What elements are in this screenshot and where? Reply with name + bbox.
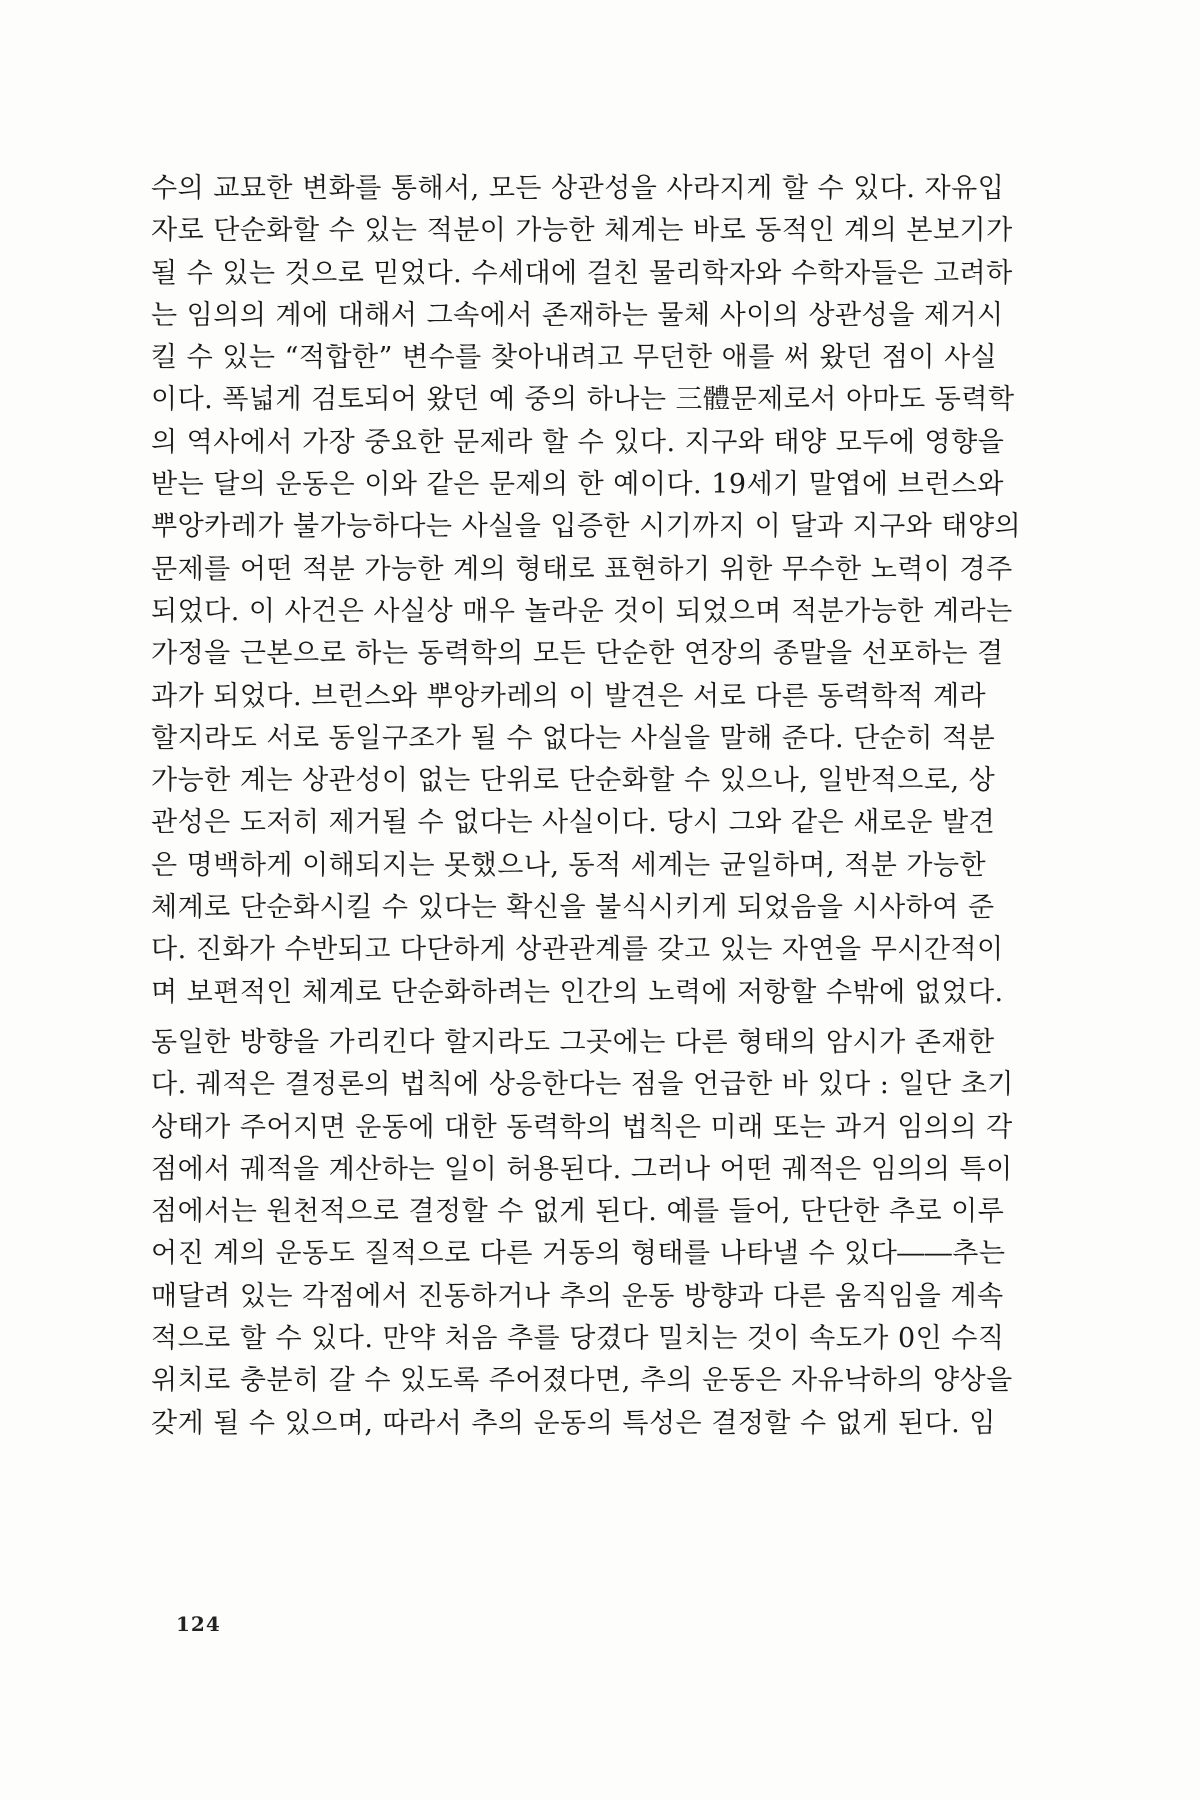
text-line: 될 수 있는 것으로 믿었다. 수세대에 걸친 물리학자와 수학자들은 고려하: [151, 257, 1013, 289]
text-line: 적으로 할 수 있다. 만약 처음 추를 당겼다 밀치는 것이 속도가 0인 수직: [151, 1323, 1005, 1355]
text-line: 수의 교묘한 변화를 통해서, 모든 상관성을 사라지게 할 수 있다. 자유입: [151, 173, 1005, 204]
text-line: 되었다. 이 사건은 사실상 매우 놀라운 것이 되었으며 적분가능한 계라는: [151, 595, 1013, 627]
paragraph-gap: [151, 1014, 1061, 1022]
text-line: 위치로 충분히 갈 수 있도록 주어졌다면, 추의 운동은 자유낙하의 양상을: [151, 1365, 1013, 1397]
text-line: 가능한 계는 상관성이 없는 단위로 단순화할 수 있으나, 일반적으로, 상: [151, 765, 996, 797]
text-line: 의 역사에서 가장 중요한 문제라 할 수 있다. 지구와 태양 모두에 영향을: [151, 426, 1005, 458]
text-line: 과가 되었다. 브런스와 뿌앙카레의 이 발견은 서로 다른 동력학적 계라: [151, 680, 987, 712]
paragraph-1: [151, 168, 1061, 1014]
text-line: 체계로 단순화시킬 수 있다는 확신을 불식시키게 되었음을 시사하여 준: [151, 892, 995, 924]
text-line: 상태가 주어지면 운동에 대한 동력학의 법칙은 미래 또는 과거 임의의 각: [151, 1111, 1013, 1143]
text-line: 킬 수 있는 “적합한” 변수를 찾아내려고 무던한 애를 써 왔던 점이 사실: [151, 342, 998, 374]
text-line: 은 명백하게 이해되지는 못했으나, 동적 세계는 균일하며, 적분 가능한: [151, 849, 987, 881]
text-line: 가정을 근본으로 하는 동력학의 모든 단순한 연장의 종말을 선포하는 결: [151, 638, 1004, 670]
text-line: 갖게 될 수 있으며, 따라서 추의 운동의 특성은 결정할 수 없게 된다. 임: [151, 1407, 996, 1439]
text-line: 이다. 폭넓게 검토되어 왔던 예 중의 하나는 三體문제로서 아마도 동력학: [151, 384, 1015, 416]
text-line: 자로 단순화할 수 있는 적분이 가능한 체계는 바로 동적인 계의 본보기가: [151, 215, 1013, 247]
text-line: 다. 궤적은 결정론의 법칙에 상응한다는 점을 언급한 바 있다 : 일단 초기: [151, 1069, 1014, 1101]
text-line: 는 임의의 계에 대해서 그속에서 존재하는 물체 사이의 상관성을 제거시: [151, 299, 1004, 331]
text-line: 어진 계의 운동도 질적으로 다른 거동의 형태를 나타낼 수 있다――추는: [151, 1238, 1006, 1270]
page-number: 124: [176, 1612, 221, 1636]
paragraph-2: [151, 1022, 1061, 1445]
text-line: 관성은 도저히 제거될 수 없다는 사실이다. 당시 그와 같은 새로운 발견: [151, 807, 996, 839]
text-line: 문제를 어떤 적분 가능한 계의 형태로 표현하기 위한 무수한 노력이 경주: [151, 553, 1013, 585]
text-line: 점에서는 원천적으로 결정할 수 없게 된다. 예를 들어, 단단한 추로 이루: [151, 1196, 1005, 1228]
text-line: 점에서 궤적을 계산하는 일이 허용된다. 그러나 어떤 궤적은 임의의 특이: [151, 1153, 1013, 1185]
body-text: [151, 168, 1061, 1445]
text-line: 다. 진화가 수반되고 다단하게 상관관계를 갖고 있는 자연을 무시간적이: [151, 934, 1004, 966]
text-line: 매달려 있는 각점에서 진동하거나 추의 운동 방향과 다른 움직임을 계속: [151, 1280, 1004, 1312]
text-line: 할지라도 서로 동일구조가 될 수 없다는 사실을 말해 준다. 단순히 적분: [151, 722, 996, 754]
text-line: 며 보편적인 체계로 단순화하려는 인간의 노력에 저항할 수밖에 없었다.: [151, 976, 1004, 1008]
text-line: 뿌앙카레가 불가능하다는 사실을 입증한 시기까지 이 달과 지구와 태양의: [151, 511, 1022, 543]
text-line: 받는 달의 운동은 이와 같은 문제의 한 예이다. 19세기 말엽에 브런스와: [151, 469, 1004, 501]
text-line: 동일한 방향을 가리킨다 할지라도 그곳에는 다른 형태의 암시가 존재한: [151, 1026, 995, 1058]
